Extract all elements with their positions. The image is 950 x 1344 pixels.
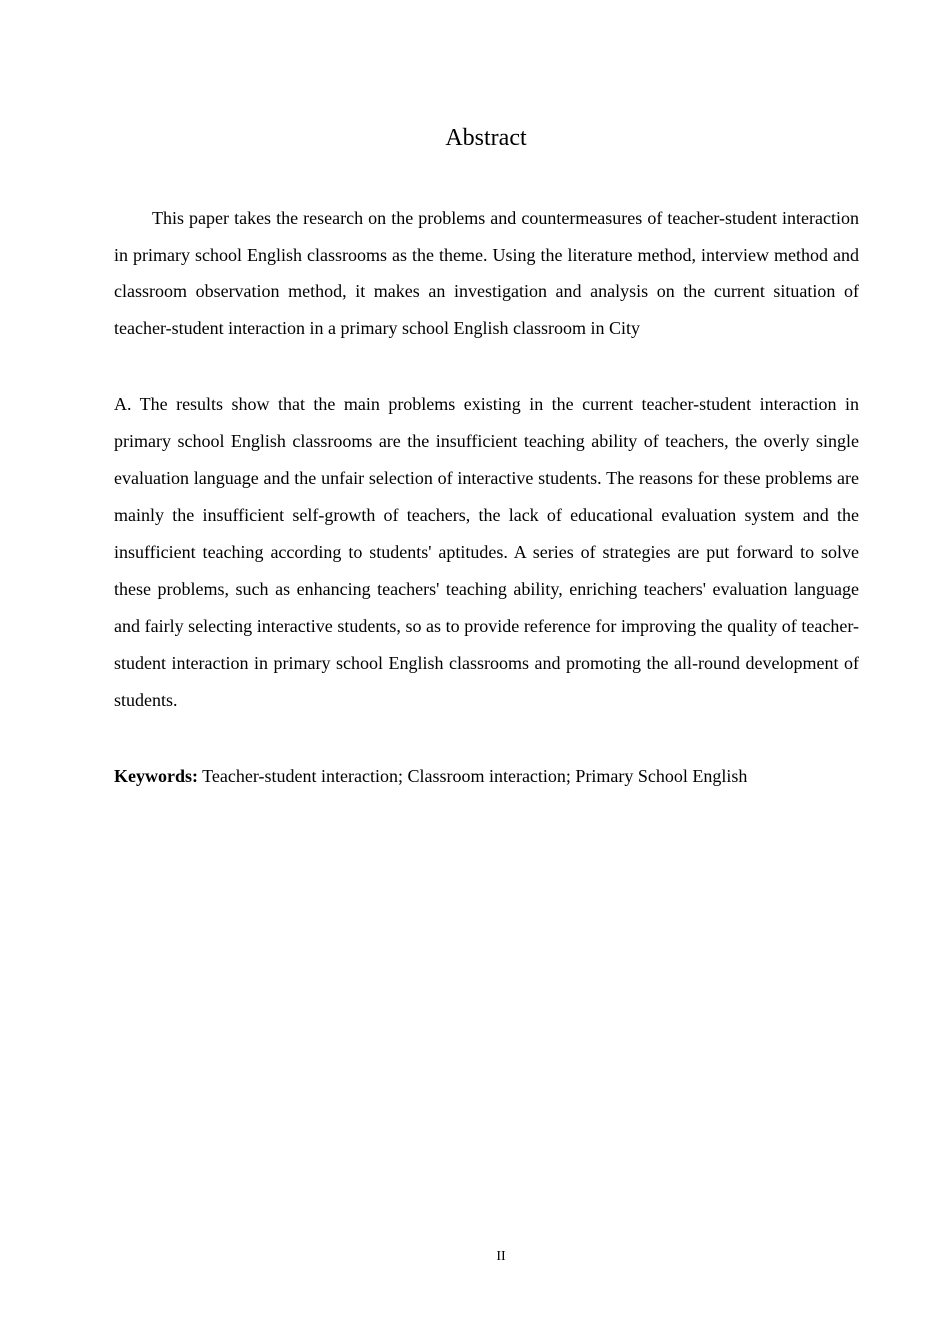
abstract-title: Abstract <box>445 125 527 151</box>
abstract-paragraph-2: A. The results show that the main problems existing in the current teacher-student interaction in primary school English classrooms are the insufficient teaching ability of teachers, the overly single evaluation language and the unfair selection of interactive students. The reasons for these problems are mainly the insufficient self-growth of teachers, the lack of educational evaluation system and the insufficient teaching according to students' aptitudes. A series of strategies are put forward to solve these problems, such as enhancing teachers' teaching ability, enriching teachers' evaluation language and fairly selecting interactive students, so as to provide reference for improving the quality of teacher-student interaction in primary school English classrooms and promoting the all-round development of students. <box>114 394 859 710</box>
keywords-line <box>114 761 859 791</box>
keywords-label: Keywords: <box>114 766 198 786</box>
page-number: II <box>496 1249 506 1264</box>
abstract-paragraph-1: This paper takes the research on the problems and countermeasures of teacher-student interaction in primary school English classrooms as the theme. Using the literature method, interview method and classroom observation method, it makes an investigation and analysis on the current situation of teacher-student interaction in a primary school English classroom in City <box>114 208 859 338</box>
keywords-text: Teacher-student interaction; Classroom interaction; Primary School English <box>198 766 748 786</box>
